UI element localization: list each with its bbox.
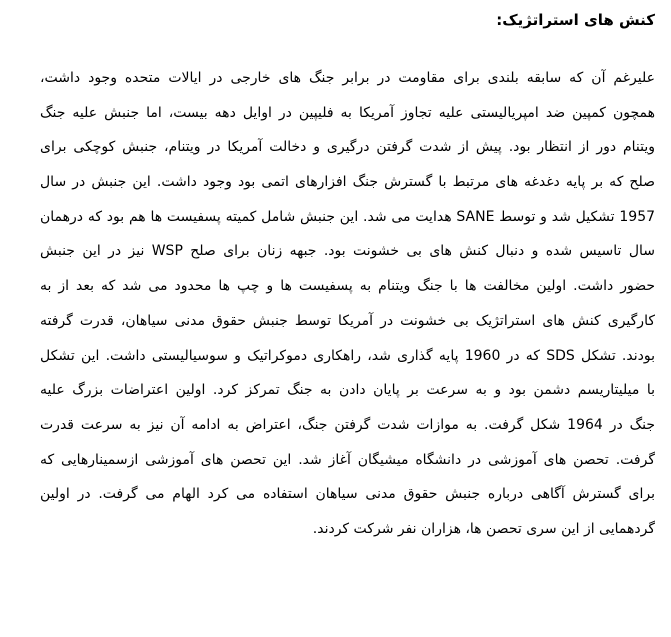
paragraph-line: صلح که بر پایه دغدغه های مرتبط با گسترش جنگ افزارهای اتمی بود وجود داشت. این جنبش در سال	[40, 174, 655, 191]
paragraph-line: گردهمایی از این سری تحصن ها، هزاران نفر شرکت کردند.	[312, 520, 655, 537]
paragraph-line: برای گسترش آگاهی درباره جنبش حقوق مدنی سیاهان استفاده می کرد الهام می گرفت. در اولین	[40, 486, 655, 503]
body-paragraph	[40, 66, 655, 552]
paragraph-line: گرفت. تحصن های آموزشی در دانشگاه میشیگان آغاز شد. این تحصن های آموزشی ازسمینارهایی که	[40, 451, 655, 468]
paragraph-line: کارگیری کنش های استراتژیک بی خشونت در آمریکا توسط جنبش حقوق مدنی سیاهان، قدرت گرفته	[40, 312, 655, 329]
paragraph-line: علیرغم آن که سابقه بلندی برای مقاومت در برابر جنگ های خارجی در ایالات متحده وجود داشت،	[40, 70, 655, 86]
paragraph-line: جنگ در 1964 شکل گرفت. به موازات شدت گرفتن جنگ، اعتراض به ادامه آن نیز به سرعت قدرت	[40, 416, 655, 433]
paragraph-line: حضور داشت. اولین مخالفت ها با جنگ ویتنام به پسفیست ها و چپ ها محدود می شد که بعد از به	[40, 278, 655, 295]
paragraph-line: با میلیتاریسم دشمن بود و به سرعت بر پایان دادن به جنگ تمرکز کرد. اولین اعتراضات بزرگ علیه	[40, 382, 655, 399]
paragraph-line: همچون کمپین ضد امپریالیستی علیه تجاوز آمریکا به فلیپین در اوایل دهه بیست، اما جنبش علیه جنگ	[40, 104, 655, 121]
paragraph-line: ویتنام دور از انتظار بود. پیش از شدت گرفتن درگیری و دخالت آمریکا در ویتنام، جنبش کوچکی برای	[40, 139, 655, 156]
section-heading: کنش های استراتژیک:	[496, 11, 655, 29]
paragraph-line: سال تاسیس شده و دنبال کنش های بی خشونت بود. جبهه زنان برای صلح WSP نیز در این جنبش	[40, 243, 655, 260]
paragraph-line: 1957 تشکیل شد و توسط SANE هدایت می شد. این جنبش شامل کمیته پسفیست ها هم بود که درهمان	[40, 208, 655, 225]
paragraph-line: بودند. تشکل SDS که در 1960 پایه گذاری شد، راهکاری دموکراتیک و سوسیالیستی داشت. این تشکل	[40, 347, 655, 364]
